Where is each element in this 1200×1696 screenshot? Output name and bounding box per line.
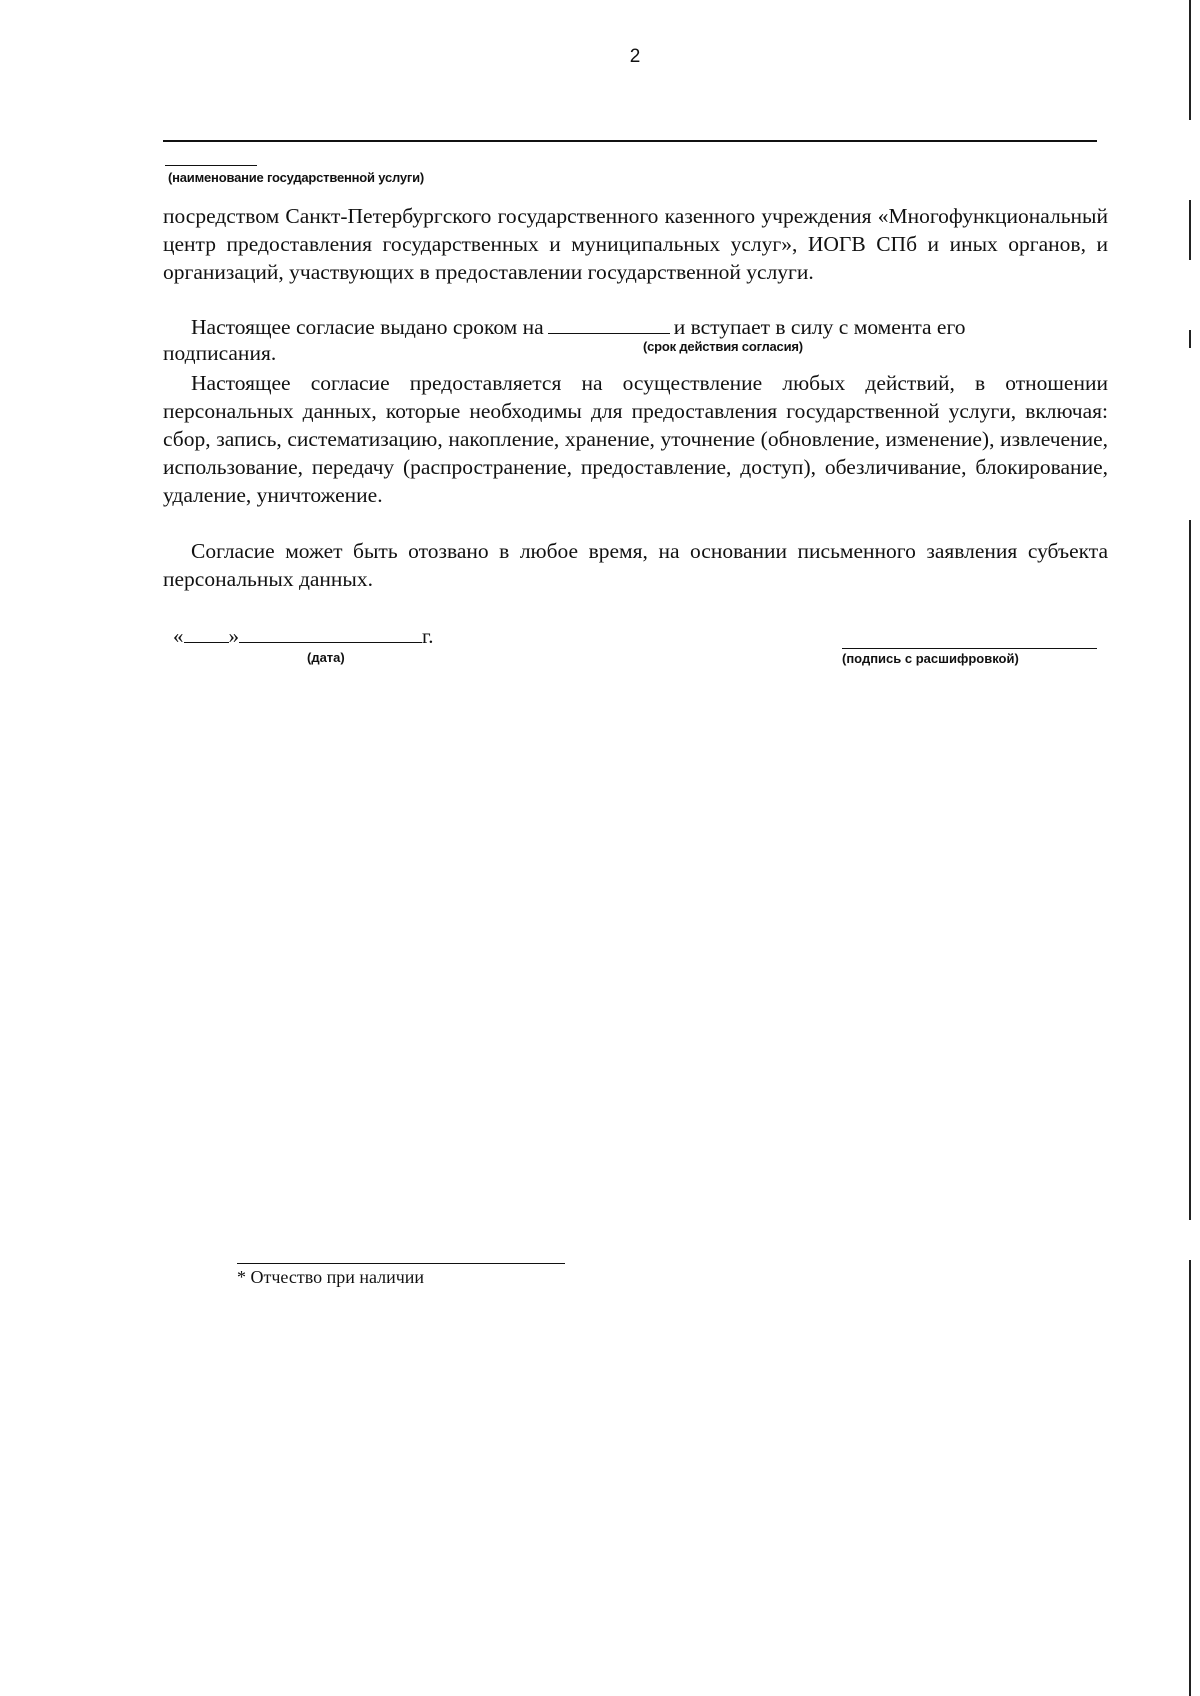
date-caption: (дата) [307,650,345,665]
date-field [173,624,434,649]
page-number: 2 [629,46,641,67]
consent-term-after: и вступает в силу с момента его [673,315,966,339]
signature-caption: (подпись с расшифровкой) [842,651,1019,666]
paragraph-revocation: Согласие может быть отозвано в любое время, на основании письменного заявления субъекта персональных данных. [163,539,1108,591]
date-month-blank [239,624,422,643]
date-year-suffix: г. [422,624,434,648]
paragraph-actions: Настоящее согласие предоставляется на осуществление любых действий, в отношении персональных данных, которые необходимы для предоставления государственной услуги, включая: сбор, запись, систематизацию, накопление, хранение, уточнение (обновление, изменение), извлечение, использование, передачу (распространение, предоставление, доступ), обезличивание, блокирование, удаление, уничтожение. [163,371,1108,507]
signature-line [842,648,1097,649]
service-name-tick [165,165,257,166]
paragraph-intermediaries: посредством Санкт-Петербургского государственного казенного учреждения «Многофункциональный центр предоставления государственных и муниципальных услуг», ИОГВ СПб и иных органов, и организаций, участвующих в предоставлении государственной услуги. [163,204,1108,284]
consent-term-line [191,313,965,340]
service-name-caption: (наименование государственной услуги) [168,170,425,185]
consent-term-end: подписания. [163,341,277,365]
footnote-rule [237,1263,565,1264]
footnote: * Отчество при наличии [237,1267,425,1287]
date-open-quote: « [173,624,184,648]
consent-term-before: Настоящее согласие выдано сроком на [191,315,544,339]
service-name-line [163,140,1097,142]
date-close-quote: » [228,624,239,648]
consent-term-blank [548,313,670,334]
date-day-blank [184,624,229,643]
consent-term-caption: (срок действия согласия) [643,339,803,354]
scan-edge-artifact [1189,0,1192,1696]
